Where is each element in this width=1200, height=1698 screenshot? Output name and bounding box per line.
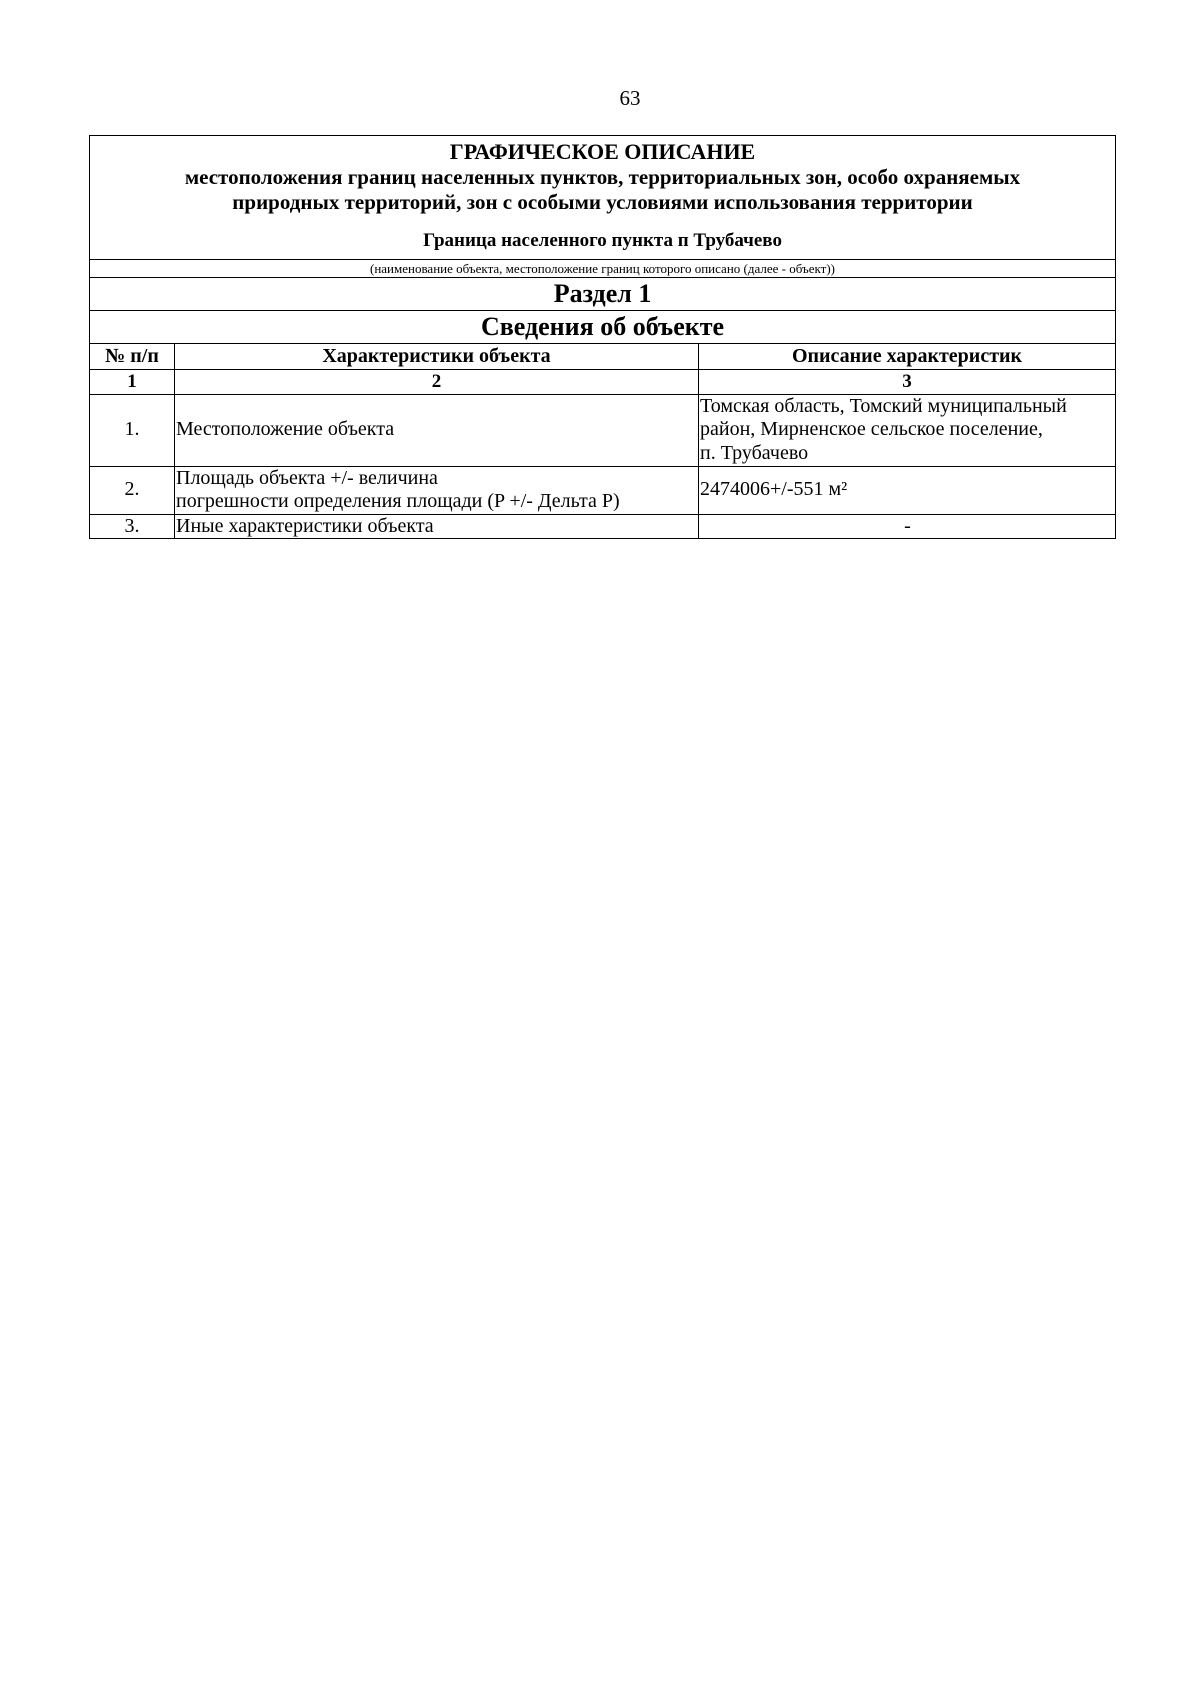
row-description-line: - [904, 514, 911, 537]
row-characteristic-line: погрешности определения площади (P +/- Дельта P) [176, 490, 620, 513]
row-characteristic-line: Иные характеристики объекта [176, 514, 434, 537]
section-title-row [90, 277, 1116, 310]
table-row [90, 514, 1116, 539]
object-name: Граница населенного пункта п Трубачево [423, 230, 782, 252]
column-number-1: 1 [90, 369, 175, 394]
graphic-description-table [89, 135, 1116, 539]
section-title: Раздел 1 [90, 277, 1116, 310]
caption-row [90, 259, 1116, 277]
row-description [699, 466, 1116, 514]
table-row [90, 466, 1116, 514]
row-description-line: Томская область, Томский муниципальный [700, 394, 1067, 417]
object-caption: (наименование объекта, местоположение границ которого описано (далее - объект)) [90, 259, 1116, 277]
row-description-line: 2474006+/-551 м² [700, 478, 848, 501]
row-number: 2. [90, 466, 175, 514]
section-subtitle-row [90, 310, 1116, 343]
row-description-line: п. Трубачево [700, 442, 809, 465]
document-header [90, 136, 1116, 260]
document-subtitle-line-1: местоположения границ населенных пунктов, территориальных зон, особо охраняемых [184, 164, 1021, 189]
column-header-number: № п/п [90, 343, 175, 369]
column-number-3: 3 [699, 369, 1116, 394]
row-characteristic-line: Местоположение объекта [176, 418, 395, 441]
header-row [90, 136, 1116, 260]
row-characteristic [175, 394, 699, 466]
column-number-row [90, 369, 1116, 394]
column-header-row [90, 343, 1116, 369]
row-number: 1. [90, 394, 175, 466]
column-number-2: 2 [175, 369, 699, 394]
column-header-characteristic: Характеристики объекта [175, 343, 699, 369]
page-number: 63 [619, 86, 641, 110]
row-description-line: район, Мирненское сельское поселение, [700, 418, 1043, 441]
section-subtitle: Сведения об объекте [90, 310, 1116, 343]
table-row [90, 394, 1116, 466]
row-description [699, 514, 1116, 539]
row-number: 3. [90, 514, 175, 539]
document-subtitle-line-2: природных территорий, зон с особыми условиями использования территории [232, 189, 973, 214]
row-characteristic [175, 514, 699, 539]
row-characteristic [175, 466, 699, 514]
document-title: ГРАФИЧЕСКОЕ ОПИСАНИЕ [449, 139, 756, 164]
row-description [699, 394, 1116, 466]
column-header-description: Описание характеристик [699, 343, 1116, 369]
row-characteristic-line: Площадь объекта +/- величина [176, 466, 438, 489]
